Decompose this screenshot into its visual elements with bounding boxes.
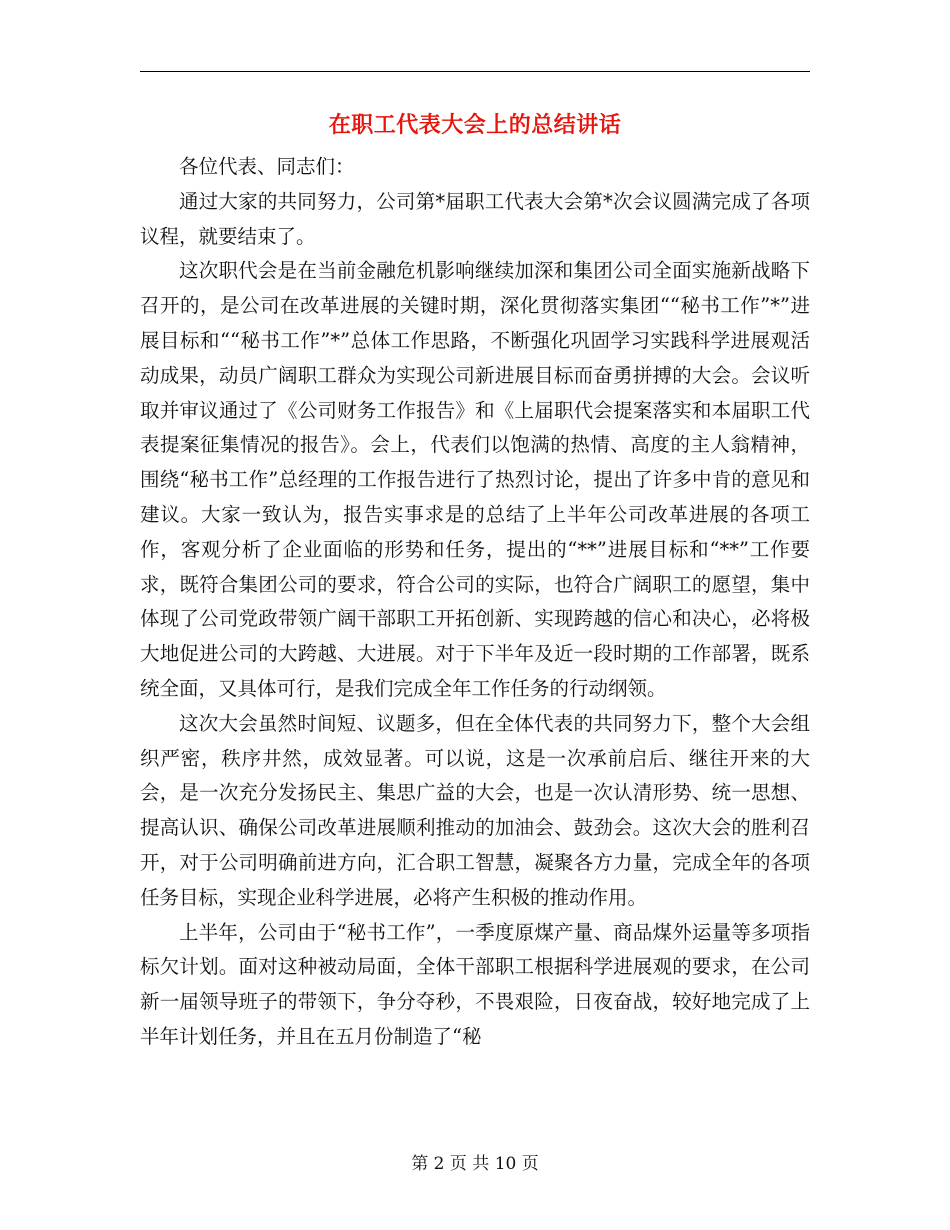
paragraph-2: 这次职代会是在当前金融危机影响继续加深和集团公司全面实施新战略下召开的，是公司在改革进展的关键时期，深化贯彻落实集团““秘书工作”*”进展目标和““秘书工作”*”总体工作思路，不断强化巩固学习实践科学进展观活动成果，动员广阔职工群众为实现公司新进展目标而奋勇拼搏的大会。会议听取并审议通过了《公司财务工作报告》和《上届职代会提案落实和本届职工代表提案征集情况的报告》。会上，代表们以饱满的热情、高度的主人翁精神，围绕“秘书工作”总经理的工作报告进行了热烈讨论，提出了许多中肯的意见和建议。大家一致认为，报告实事求是的总结了上半年公司改革进展的各项工作，客观分析了企业面临的形势和任务，提出的“**”进展目标和“**”工作要求，既符合集团公司的要求，符合公司的实际，也符合广阔职工的愿望，集中体现了公司党政带领广阔干部职工开拓创新、实现跨越的信心和决心，必将极大地促进公司的大跨越、大进展。对于下半年及近一段时期的工作部署，既系统全面，又具体可行，是我们完成全年工作任务的行动纲领。 xyxy=(140,259,810,700)
page-footer: 第 2 页 共 10 页 xyxy=(411,1154,539,1174)
header-rule xyxy=(140,71,810,72)
document-body xyxy=(140,150,810,1055)
paragraph-3: 这次大会虽然时间短、议题多，但在全体代表的共同努力下，整个大会组织严密，秩序井然，成效显著。可以说，这是一次承前启后、继往开来的大会，是一次充分发扬民主、集思广益的大会，也是一次认清形势、统一思想、提高认识、确保公司改革进展顺利推动的加油会、鼓劲会。这次大会的胜利召开，对于公司明确前进方向，汇合职工智慧，凝聚各方力量，完成全年的各项任务目标，实现企业科学进展，必将产生积极的推动作用。 xyxy=(140,711,810,909)
paragraph-4: 上半年，公司由于“秘书工作”，一季度原煤产量、商品煤外运量等多项指标欠计划。面对这种被动局面，全体干部职工根据科学进展观的要求，在公司新一届领导班子的带领下，争分夺秒，不畏艰险，日夜奋战，较好地完成了上半年计划任务，并且在五月份制造了“秘 xyxy=(140,920,810,1048)
paragraph-1: 通过大家的共同努力，公司第*届职工代表大会第*次会议圆满完成了各项议程，就要结束了。 xyxy=(140,189,810,248)
salutation: 各位代表、同志们： xyxy=(179,155,355,178)
document-title: 在职工代表大会上的总结讲话 xyxy=(328,113,622,138)
